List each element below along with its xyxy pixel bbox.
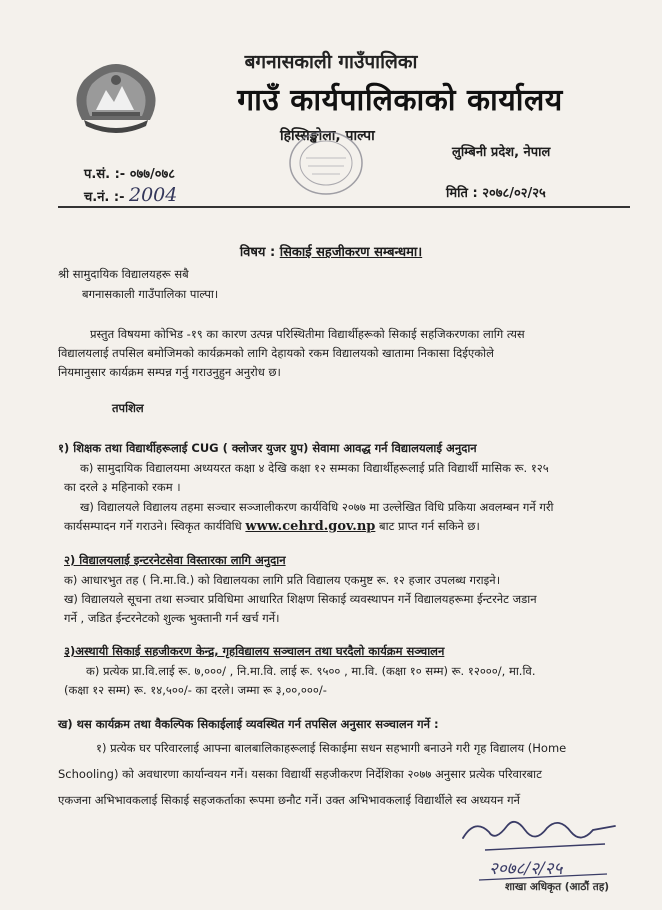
section-kha-p1-line-3: एकजना अभिभावकलाई सिकाई सहजकर्ताका रूपमा छनौट गर्ने। उक्त अभिभावकलाई विद्यार्थीले स्व अध्ययन गर्ने <box>58 793 520 807</box>
dispatch-number: च.नं. :- 2004 <box>84 184 178 206</box>
section-1-kha-line-1: ख) विद्यालयले विद्यालय तहमा सञ्चार सञ्जालीकरण कार्यविधि २०७७ मा उल्लेखित विधि प्रकिया अवलम्बन गर्ने गरी <box>80 500 554 514</box>
section-2-ka-line-1: क) आधारभुत तह ( नि.मा.वि.) को विद्यालयका लागि प्रति विद्यालय एकमुष्ट रू. १२ हजार उपलब्ध गराइने। <box>64 573 501 587</box>
section-1-ka-line-2: का दरले ३ महिनाको रकम । <box>64 480 181 494</box>
header-divider <box>58 206 630 208</box>
reference-number: प.सं. :- ०७७/०७८ <box>84 167 176 182</box>
recipient-line-2: बगनासकाली गाउँपालिका पाल्पा। <box>82 287 219 301</box>
section-1-ka-line-1: क) सामुदायिक विद्यालयमा अध्ययरत कक्षा ४ देखि कक्षा १२ सम्मका विद्यार्थीहरूलाई प्रति विद्यार्थी मासिक रू. १२५ <box>80 461 549 475</box>
signatory-designation: शाखा अधिकृत (आठौं तह) <box>505 881 610 893</box>
recipient-line-1: श्री सामुदायिक विद्यालयहरू सबै <box>58 267 189 281</box>
section-3-ka-line-1: क) प्रत्येक प्रा.वि.लाई रू. ७,०००/ , नि.मा.वि. लाई रू. ९५०० , मा.वि. (कक्षा १० सम्म) रू. १२०००/, मा.वि. <box>86 664 536 678</box>
intro-line-3: नियमानुसार कार्यक्रम सम्पन्न गर्नु गराउनुहुन अनुरोध छ। <box>58 365 281 379</box>
signature-date: २०७८/२/२५ <box>489 859 563 879</box>
section-1-heading: १) शिक्षक तथा विद्यार्थीहरूलाई CUG ( क्लोजर युजर ग्रुप) सेवामा आवद्ध गर्न विद्यालयलाई अनुदान <box>58 441 477 455</box>
dispatch-number-handwritten: 2004 <box>129 184 178 206</box>
section-kha-p1-line-2: Schooling) को अवधारणा कार्यान्वयन गर्ने। यसका विद्यार्थी सहजीकरण निर्देशिका २०७७ अनुसार प्रत्येक परिवारबाट <box>58 767 542 781</box>
letter-date: मिति : २०७८/०२/२५ <box>446 186 546 201</box>
municipality-name: बगनासकाली गाउँपालिका <box>244 51 418 73</box>
section-2-kha-line-2: गर्ने , जडित ईन्टरनेटको शुल्क भुक्तानी गर्न खर्च गर्ने। <box>64 611 280 625</box>
section-kha-heading: ख) थस कार्यक्रम तथा वैकल्पिक सिकाईलाई व्यवस्थित गर्न तपसिल अनुसार सञ्चालन गर्ने : <box>58 717 439 731</box>
cehrd-website-link[interactable]: www.cehrd.gov.np <box>245 519 376 534</box>
province-name: लुम्बिनी प्रदेश, नेपाल <box>452 145 551 160</box>
office-name: गाउँ कार्यपालिकाको कार्यालय <box>237 83 563 118</box>
intro-line-2: विद्यालयलाई तपसिल बमोजिमको कार्यक्रमको लागि देहायको रकम विद्यालयको खातामा निकासा दिईएकोले <box>58 346 494 360</box>
office-stamp-icon <box>286 128 366 198</box>
tapsil-heading: तपशिल <box>112 401 144 415</box>
section-3-heading: ३)अस्थायी सिकाई सहजीकरण केन्द्र, गृहविद्यालय सञ्चालन तथा घरदैलो कार्यक्रम सञ्चालन <box>64 644 445 658</box>
section-3-ka-line-2: (कक्षा १२ सम्म) रू. १४,५००/- का दरले। जम्मा रू ३,००,०००/- <box>64 683 327 697</box>
section-2-kha-line-1: ख) विद्यालयले सूचना तथा सञ्चार प्रविधिमा आधारित शिक्षण सिकाई व्यवस्थापन गर्ने विद्यालयहरूमा ईन्टरनेट जडान <box>64 592 537 606</box>
section-2-heading: २) विद्यालयलाई इन्टरनेटसेवा विस्तारका लागि अनुदान <box>64 553 286 567</box>
section-1-kha-line-2: कार्यसम्पादन गर्ने गराउने। स्विकृत कार्यविधि www.cehrd.gov.np बाट प्राप्त गर्न सकिने छ। <box>64 519 480 534</box>
subject-line: विषय : सिकाई सहजीकरण सम्बन्धमा। <box>239 245 423 260</box>
intro-line-1: प्रस्तुत विषयमा कोभिड -१९ का कारण उत्पन्न परिस्थितीमा विद्यार्थीहरूको सिकाई सहजिकरणका लागि त्यस <box>90 327 525 341</box>
section-kha-p1-line-1: १) प्रत्येक घर परिवारलाई आफ्ना बालबालिकाहरूलाई सिकाईमा सधन सहभागी बनाउने गरी गृह विद्यालय (Home <box>96 741 567 755</box>
office-location: हिस्सिङ्खोला, पाल्पा <box>280 128 375 144</box>
